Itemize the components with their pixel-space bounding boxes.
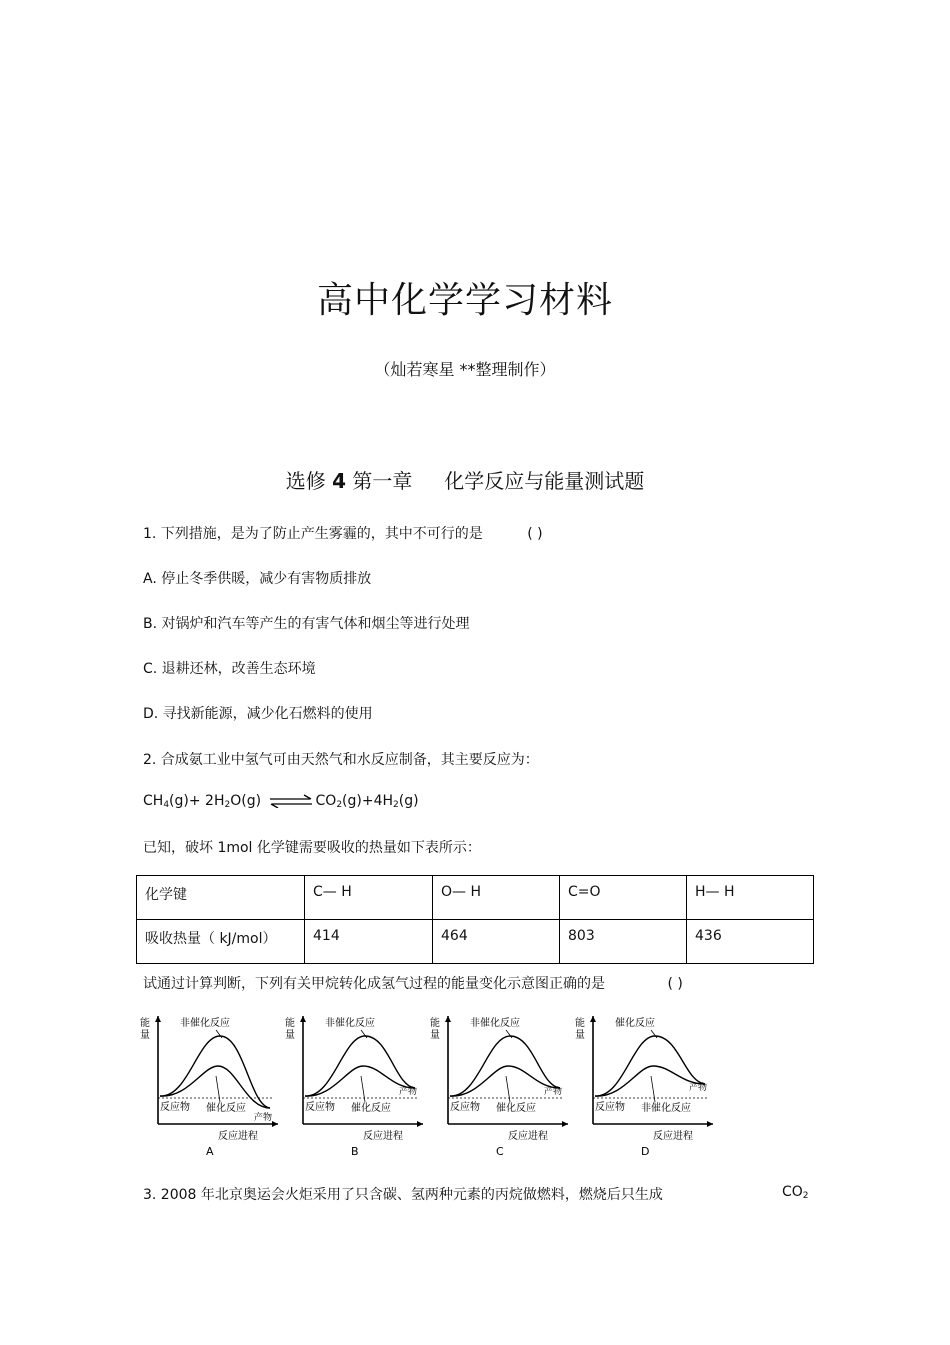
question-1-option-d: D. 寻找新能源，减少化石燃料的使用 <box>143 706 373 722</box>
table-cell: 803 <box>560 920 687 964</box>
upper-curve-label: 非催化反应 <box>325 1018 375 1029</box>
table-cell: O— H <box>433 876 560 920</box>
energy-diagram <box>285 1016 423 1158</box>
upper-curve-label: 非催化反应 <box>180 1018 230 1029</box>
table-row <box>137 920 814 964</box>
y-axis-arrow-icon <box>155 1016 161 1022</box>
y-axis-label: 量 <box>430 1030 440 1041</box>
chapter-heading <box>0 465 930 494</box>
reactant-label: 反应物 <box>160 1102 190 1113</box>
lower-curve-label: 非催化反应 <box>641 1103 691 1114</box>
y-axis-label: 能 <box>285 1018 295 1029</box>
bond-energy-table <box>136 875 814 964</box>
table-cell: 436 <box>687 920 814 964</box>
table-row <box>137 876 814 920</box>
table-cell: 464 <box>433 920 560 964</box>
y-axis-arrow-icon <box>445 1016 451 1022</box>
x-axis-label: 反应进程 <box>218 1131 258 1142</box>
question-1-option-c: C. 退耕还林，改善生态环境 <box>143 661 316 677</box>
x-axis-label: 反应进程 <box>653 1131 693 1142</box>
lower-curve-label: 催化反应 <box>351 1103 391 1114</box>
product-label: 产物 <box>254 1113 273 1123</box>
y-axis-arrow-icon <box>300 1016 306 1022</box>
diagram-letter: B <box>351 1145 359 1158</box>
known-statement: 已知，破坏 1mol 化学键需要吸收的热量如下表所示： <box>143 840 481 856</box>
y-axis-label: 能 <box>430 1018 440 1029</box>
chapter-topic: 化学反应与能量测试题 <box>444 469 645 493</box>
chapter-prefix: 选修 <box>285 469 326 493</box>
energy-diagrams <box>140 1012 730 1162</box>
reactant-label: 反应物 <box>450 1102 480 1113</box>
table-cell: 吸收热量（ kJ/mol） <box>137 920 305 964</box>
upper-curve-label: 催化反应 <box>615 1018 655 1029</box>
eq-right-c: (g) <box>398 793 419 809</box>
table-cell: H— H <box>687 876 814 920</box>
document-title: 高中化学学习材料 <box>316 280 613 321</box>
question-2-stem: 2. 合成氨工业中氢气可由天然气和水反应制备，其主要反应为： <box>143 752 539 768</box>
question-1-text: 1. 下列措施，是为了防止产生雾霾的，其中不可行的是 <box>143 526 483 542</box>
table-cell: 化学键 <box>137 876 305 920</box>
question-2-answer-blank: ( ) <box>667 976 683 992</box>
product-label: 产物 <box>544 1087 563 1097</box>
energy-diagram <box>140 1016 278 1158</box>
diagram-letter: C <box>496 1145 504 1158</box>
question-1-answer-blank: ( ) <box>527 526 543 542</box>
eq-left-b: (g)+ 2H <box>169 793 225 809</box>
lower-curve-label: 催化反应 <box>206 1103 246 1114</box>
reactant-label: 反应物 <box>595 1102 625 1113</box>
question-2-prompt-text: 试通过计算判断，下列有关甲烷转化成氢气过程的能量变化示意图正确的是 <box>143 976 605 992</box>
x-axis-arrow-icon <box>707 1121 713 1127</box>
eq-right-a: CO <box>315 793 337 809</box>
question-1-stem <box>143 523 543 543</box>
eq-left-c: O(g) <box>230 793 262 809</box>
reactant-label: 反应物 <box>305 1102 335 1113</box>
x-axis-arrow-icon <box>562 1121 568 1127</box>
table-cell: C=O <box>560 876 687 920</box>
table-cell: C— H <box>305 876 433 920</box>
eq-left-a-sub: 4 <box>163 800 170 810</box>
eq-right-a-sub: 2 <box>336 800 343 810</box>
eq-left-a: CH <box>143 793 164 809</box>
energy-diagram <box>430 1016 568 1158</box>
y-axis-arrow-icon <box>590 1016 596 1022</box>
eq-right-b-sub: 2 <box>393 800 399 810</box>
eq-left-b-sub: 2 <box>224 800 231 810</box>
diagram-letter: D <box>641 1145 650 1158</box>
y-axis-label: 能 <box>575 1018 585 1029</box>
x-axis-arrow-icon <box>417 1121 423 1127</box>
y-axis-label: 量 <box>285 1030 295 1041</box>
reaction-equation <box>143 793 419 810</box>
y-axis-label: 能 <box>140 1018 150 1029</box>
co2-text: CO <box>782 1184 803 1200</box>
product-label: 产物 <box>399 1087 418 1097</box>
co2-sub: 2 <box>802 1191 809 1201</box>
diagram-letter: A <box>206 1145 214 1158</box>
table-cell: 414 <box>305 920 433 964</box>
y-axis-label: 量 <box>140 1030 150 1041</box>
eq-right-b: (g)+4H <box>342 793 394 809</box>
equilibrium-arrow-icon <box>268 794 314 808</box>
energy-diagram <box>575 1016 713 1158</box>
chapter-number: 4 <box>332 469 347 493</box>
product-label: 产物 <box>689 1083 708 1093</box>
y-axis-label: 量 <box>575 1030 585 1041</box>
lower-curve-label: 催化反应 <box>496 1103 536 1114</box>
question-3-tail <box>782 1184 809 1201</box>
x-axis-arrow-icon <box>272 1121 278 1127</box>
upper-energy-curve <box>160 1036 270 1108</box>
document-subtitle: （灿若寒星 **整理制作） <box>374 360 556 379</box>
x-axis-label: 反应进程 <box>508 1131 548 1142</box>
question-1-option-a: A. 停止冬季供暖，减少有害物质排放 <box>143 571 372 587</box>
upper-curve-label: 非催化反应 <box>470 1018 520 1029</box>
question-3-stem: 3. 2008 年北京奥运会火炬采用了只含碳、氢两种元素的丙烷做燃料，燃烧后只生成 <box>143 1187 663 1203</box>
x-axis-label: 反应进程 <box>363 1131 403 1142</box>
chapter-name: 第一章 <box>352 469 413 493</box>
question-1-option-b: B. 对锅炉和汽车等产生的有害气体和烟尘等进行处理 <box>143 616 470 632</box>
question-2-prompt <box>143 973 683 993</box>
